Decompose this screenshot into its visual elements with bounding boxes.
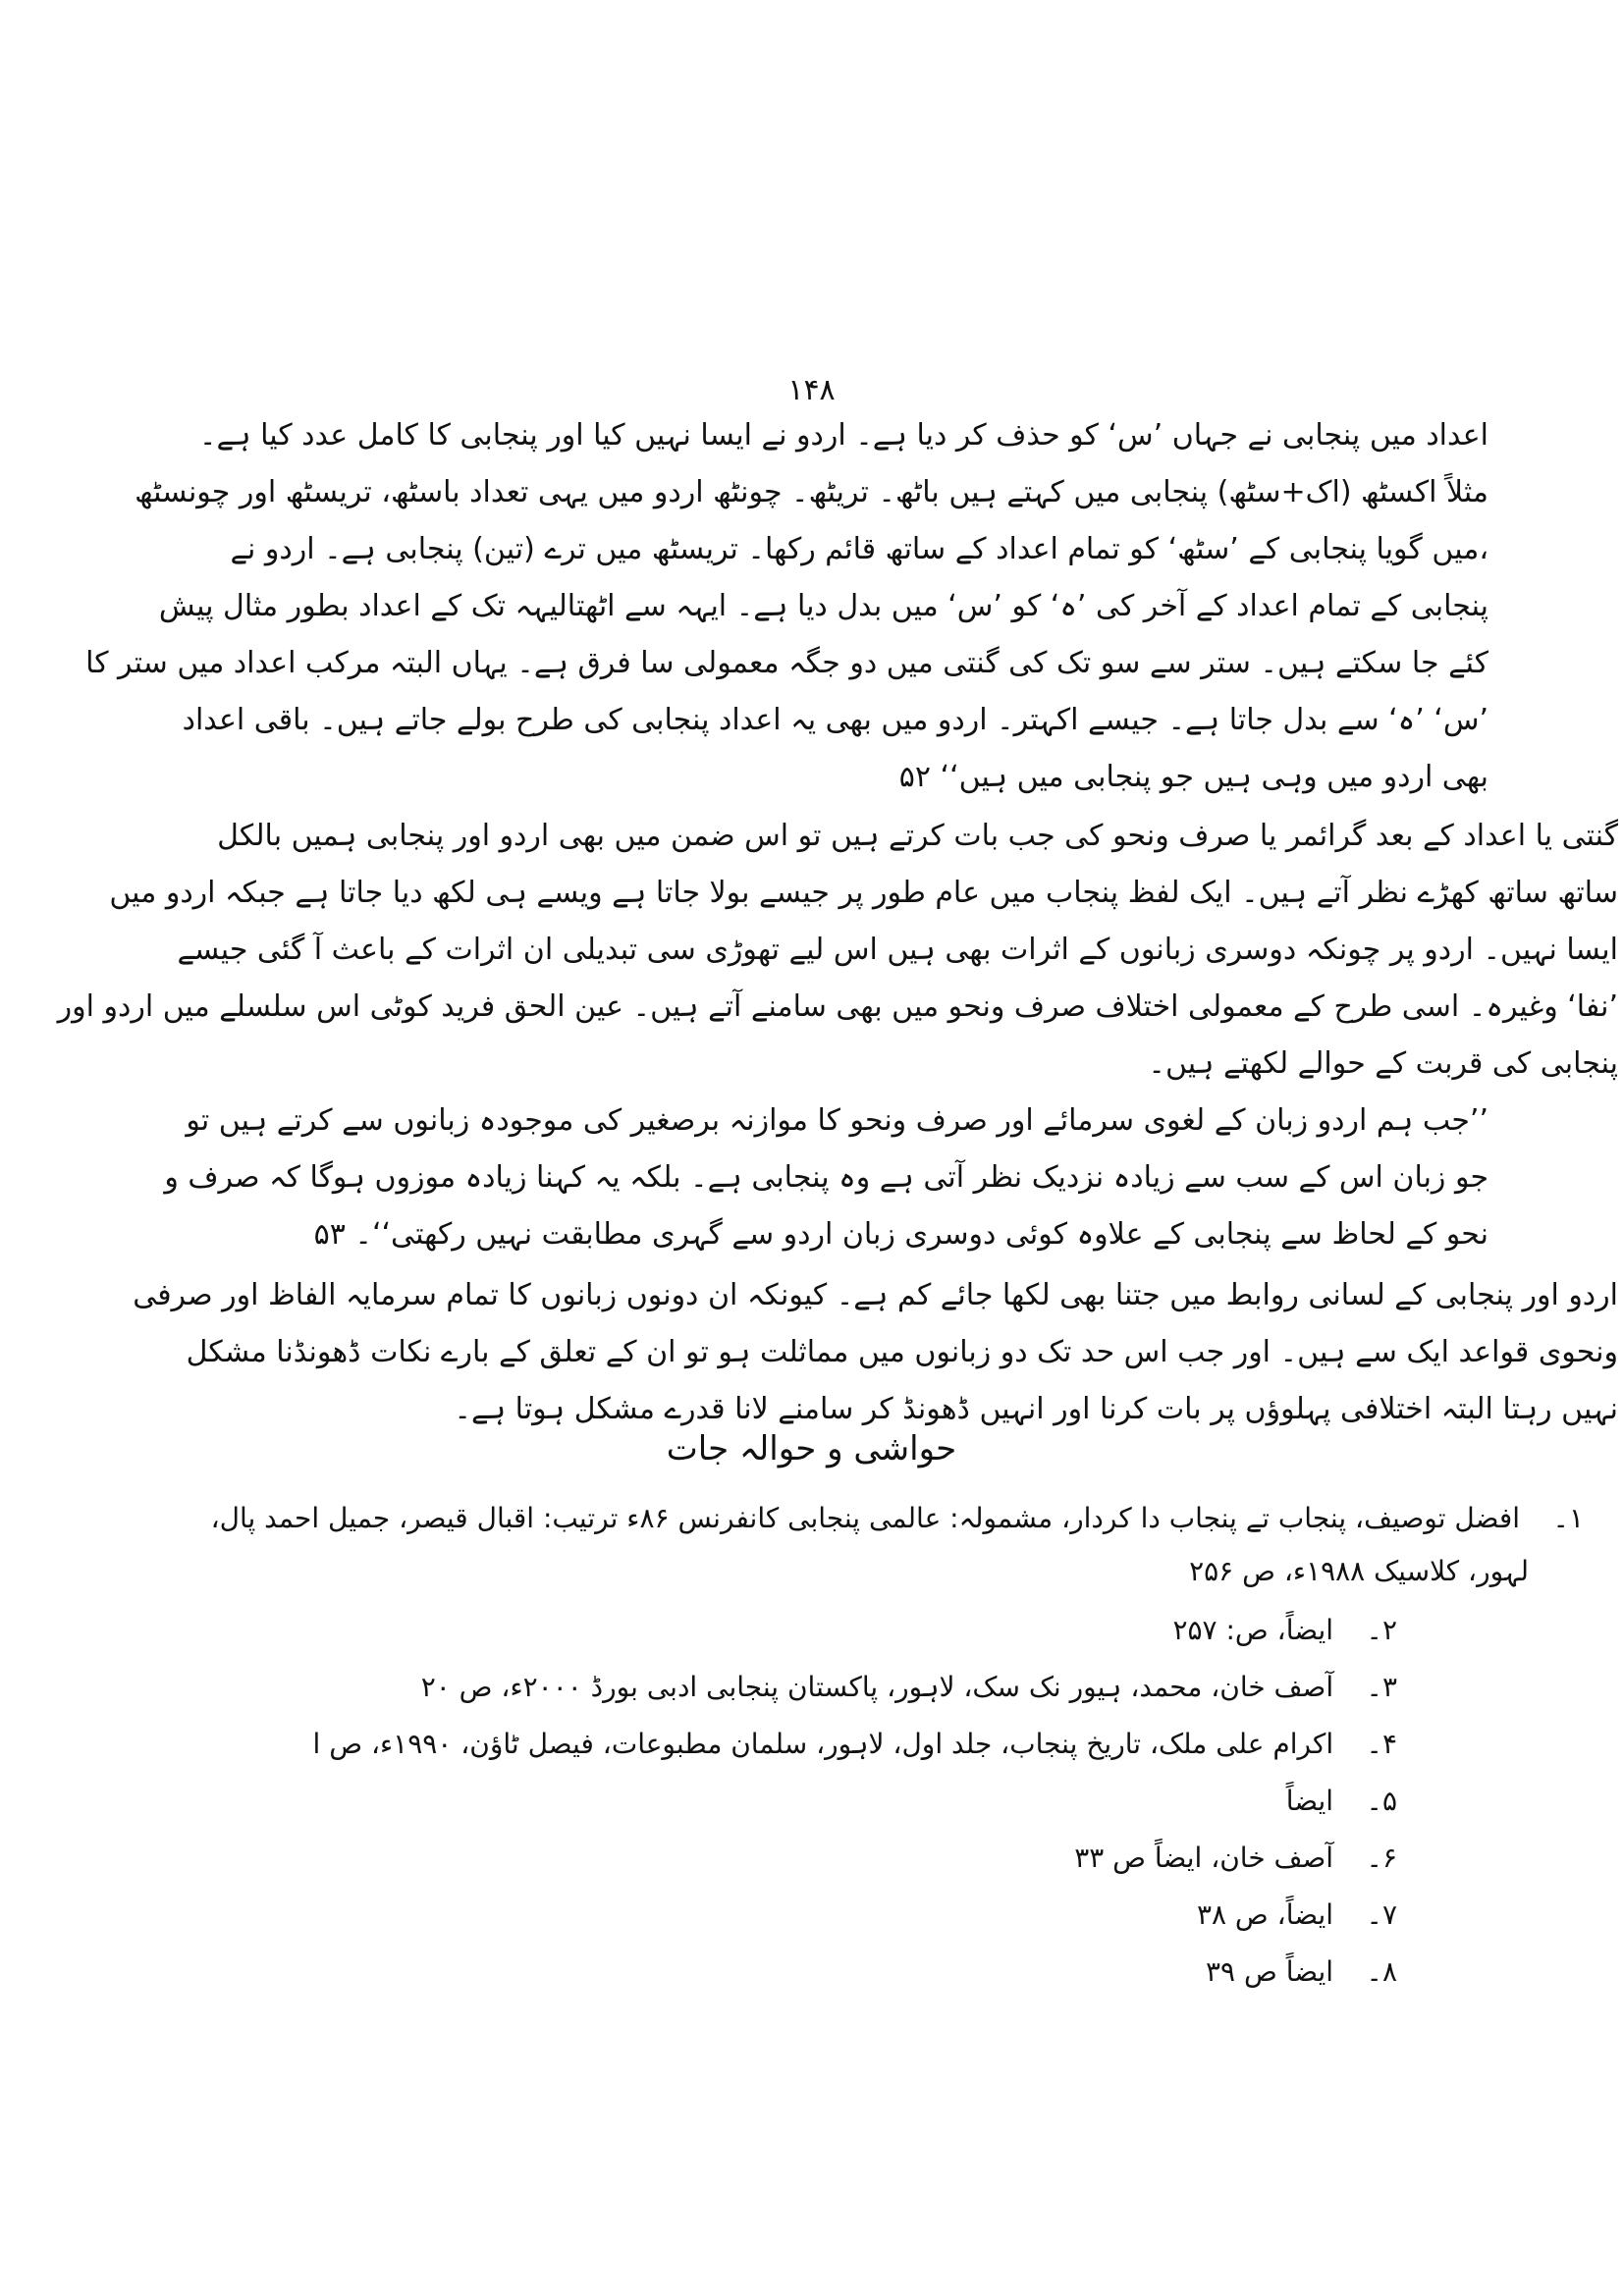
paragraph-line: گنتی یا اعداد کے بعد گرائمر یا صرف ونحو کی جب بات کرتے ہیں تو اس ضمن میں بھی اردو اور پنجابی ہمیں بالکل <box>217 819 1618 853</box>
page-number: ۱۴۸ <box>787 373 836 407</box>
paragraph-line: ساتھ ساتھ کھڑے نظر آتے ہیں۔ ایک لفظ پنجاب میں عام طور پر جیسے بولا جاتا ہے ویسے ہی لکھ دیا جاتا ہے جبکہ اردو میں <box>109 876 1618 910</box>
footnote-text: ایضاً، ص: ۲۵۷ <box>1172 1614 1334 1646</box>
footnote-text: افضل توصیف، پنجاب تے پنجاب دا کردار، مشمولہ: عالمی پنجابی کانفرنس ۸۶ء ترتیب: اقبال قیصر، جمیل احمد پال، <box>210 1502 1521 1534</box>
footnote-number: ۳۔ <box>1366 1671 1397 1703</box>
paragraph-line: ونحوی قواعد ایک سے ہیں۔ اور جب اس حد تک دو زبانوں میں مماثلت ہو تو ان کے تعلق کے بارے نکات ڈھونڈنا مشکل <box>186 1335 1618 1369</box>
paragraph-line: ’نفا‘ وغیرہ۔ اسی طرح کے معمولی اختلاف صرف ونحو میں بھی سامنے آتے ہیں۔ عین الحق فرید کوٹی اس سلسلے میں اردو اور <box>57 989 1618 1024</box>
footnote-continuation: لہور، کلاسیک ۱۹۸۸ء، ص ۲۵۶ <box>1189 1555 1529 1587</box>
footnote-item <box>313 1724 1397 1765</box>
footnote-text: ایضاً، ص ۳۸ <box>1196 1898 1334 1931</box>
paragraph-line: ایسا نہیں۔ اردو پر چونکہ دوسری زبانوں کے اثرات بھی ہیں اس لیے تھوڑی سی تبدیلی ان اثرات کے باعث آ گئی جیسے <box>177 933 1618 967</box>
paragraph-line: پنجابی کی قربت کے حوالے لکھتے ہیں۔ <box>1148 1046 1618 1081</box>
paragraph-line: اردو اور پنجابی کے لسانی روابط میں جتنا بھی لکھا جائے کم ہے۔ کیونکہ ان دونوں زبانوں کا تمام سرمایہ الفاظ اور صرفی <box>133 1278 1618 1312</box>
footnote-item <box>211 1498 1584 1539</box>
quote2-line: جو زبان اس کے سب سے زیادہ نزدیک نظر آتی ہے وہ پنجابی ہے۔ بلکہ یہ کہنا زیادہ موزوں ہوگا کہ صرف و <box>164 1160 1488 1195</box>
footnote-number: ۲۔ <box>1366 1614 1397 1646</box>
quote1-line: بھی اردو میں وہی ہیں جو پنجابی میں ہیں‘‘ ۵۲ <box>898 760 1488 794</box>
footnote-item <box>1206 1951 1397 1993</box>
notes-heading: حواشی و حوالہ جات <box>666 1429 957 1468</box>
footnote-text: اکرام علی ملک، تاریخ پنجاب، جلد اول، لاہور، سلمان مطبوعات، فیصل ٹاؤن، ۱۹۹۰ء، ص ا <box>312 1728 1334 1760</box>
footnote-text: آصف خان، محمد، ہیور نک سک، لاہور، پاکستان پنجابی ادبی بورڈ ۲۰۰۰ء، ص ۲۰ <box>420 1671 1334 1703</box>
footnote-item <box>1197 1895 1397 1936</box>
footnote-number: ۸۔ <box>1366 1955 1397 1988</box>
footnote-item <box>1286 1781 1397 1822</box>
footnote-text: ایضاً <box>1285 1785 1334 1817</box>
quote1-line: ’س‘ ’ہ‘ سے بدل جاتا ہے۔ جیسے اکہتر۔ اردو میں بھی یہ اعداد پنجابی کی طرح بولے جاتے ہیں۔ باقی اعداد <box>182 703 1488 737</box>
footnote-number: ۴۔ <box>1366 1728 1397 1760</box>
footnote-number: ۷۔ <box>1366 1898 1397 1931</box>
footnote-item <box>421 1667 1397 1708</box>
footnote-number: ۶۔ <box>1366 1842 1397 1874</box>
footnote-number: ۱۔ <box>1552 1502 1584 1534</box>
quote1-line: ،میں گویا پنجابی کے ’سٹھ‘ کو تمام اعداد کے ساتھ قائم رکھا۔ تریسٹھ میں ترے (تین) پنجابی ہے۔ اردو نے <box>230 532 1488 566</box>
quote1-line: پنجابی کے تمام اعداد کے آخر کی ’ہ‘ کو ’س‘ میں بدل دیا ہے۔ ایہہ سے اٹھتالیہہ تک کے اعداد بطور مثال پیش <box>158 589 1488 623</box>
quote2-line: نحو کے لحاظ سے پنجابی کے علاوہ کوئی دوسری زبان اردو سے گہری مطابقت نہیں رکھتی‘‘۔ ۵۳ <box>313 1217 1488 1252</box>
quote1-line: اعداد میں پنجابی نے جہاں ’س‘ کو حذف کر دیا ہے۔ اردو نے ایسا نہیں کیا اور پنجابی کا کامل عدد کیا ہے۔ <box>198 418 1488 453</box>
footnote-number: ۵۔ <box>1366 1785 1397 1817</box>
quote2-line: ’’جب ہم اردو زبان کے لغوی سرمائے اور صرف ونحو کا موازنہ برصغیر کی موجودہ زبانوں سے کرتے ہیں تو <box>186 1103 1488 1138</box>
paragraph-line: نہیں رہتا البتہ اختلافی پہلوؤں پر بات کرنا اور انہیں ڈھونڈ کر سامنے لانا قدرے مشکل ہوتا ہے۔ <box>454 1392 1618 1426</box>
footnote-item <box>1172 1610 1397 1651</box>
footnote-text: ایضاً ص ۳۹ <box>1205 1955 1334 1988</box>
quote1-line: کئے جا سکتے ہیں۔ ستر سے سو تک کی گنتی میں دو جگہ معمولی سا فرق ہے۔ یہاں البتہ مرکب اعداد میں ستر کا <box>85 646 1488 680</box>
footnote-text: آصف خان، ایضاً ص ۳۳ <box>1074 1842 1334 1874</box>
footnote-item <box>1074 1838 1397 1879</box>
quote1-line: مثلاً اکسٹھ (اک+سٹھ) پنجابی میں کہتے ہیں باٹھ۔ تریٹھ۔ چونٹھ اردو میں یہی تعداد باسٹھ، تریسٹھ اور چونسٹھ <box>135 475 1488 509</box>
